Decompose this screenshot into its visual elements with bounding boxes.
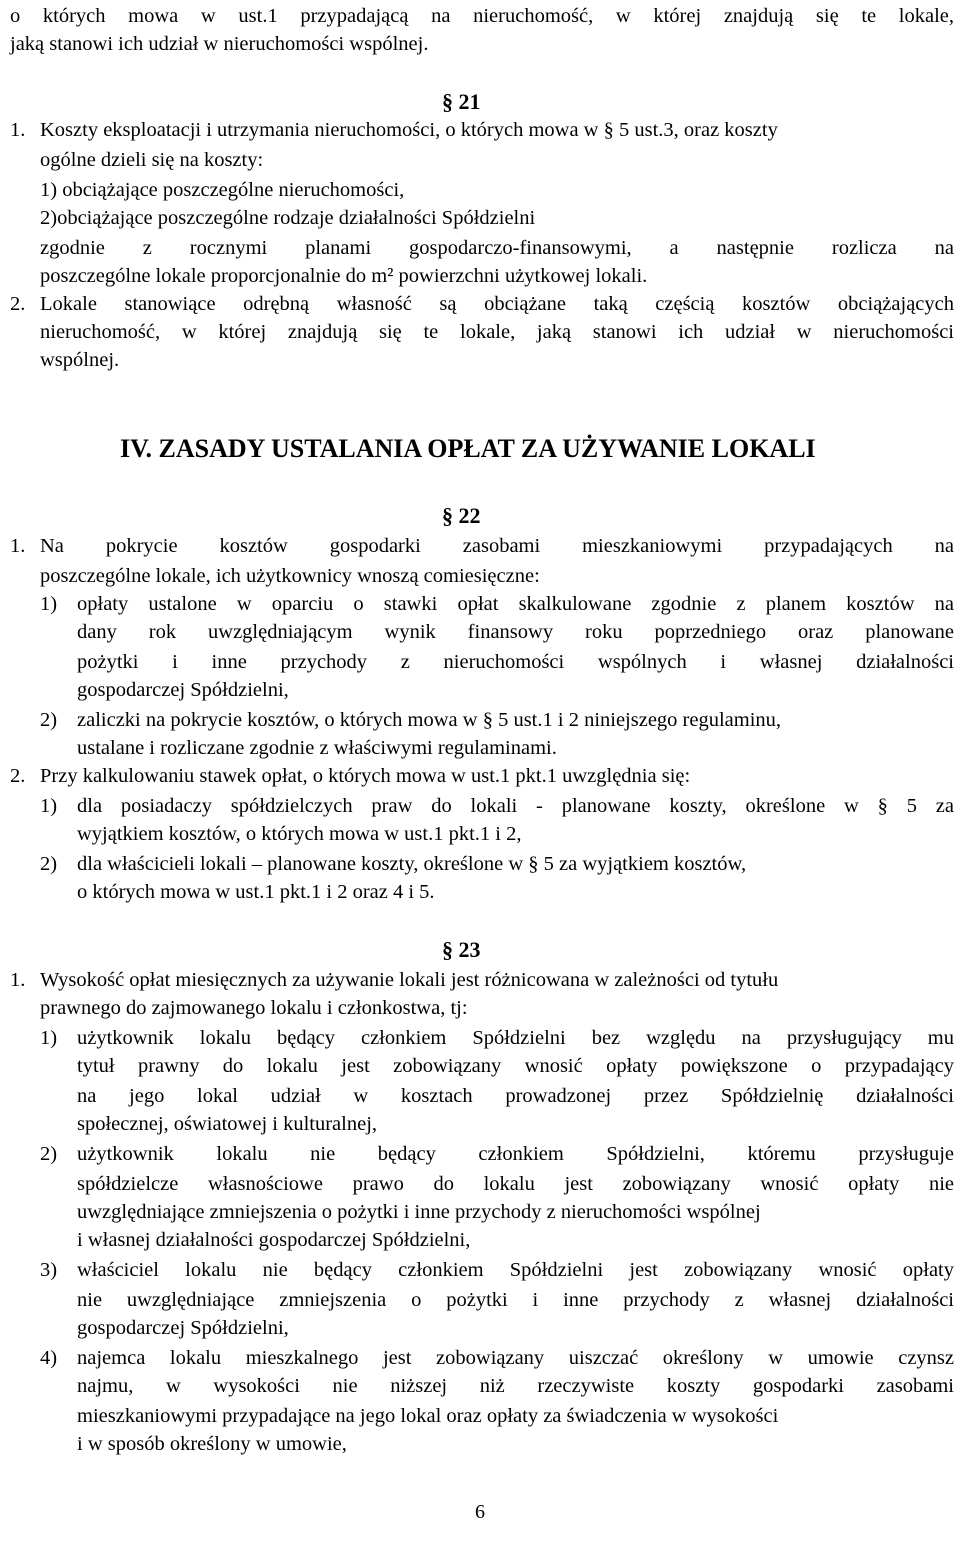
text-line: mieszkaniowymi przypadające na jego lokal oraz opłaty za świadczenia w wysokości: [77, 1405, 779, 1427]
text-line: ustalane i rozliczane zgodnie z właściwymi regulaminami.: [77, 737, 557, 759]
list-number: 1): [40, 1027, 58, 1049]
text-line: i własnej działalności gospodarczej Spółdzielni,: [77, 1229, 471, 1251]
text-line: o których mowa w ust.1 przypadającą na nieruchomość, w której znajdują się te lokale,: [10, 5, 954, 27]
section-heading: IV. ZASADY USTALANIA OPŁAT ZA UŻYWANIE LOKALI: [120, 434, 816, 463]
list-number: 2): [40, 709, 58, 731]
list-number: 2.: [10, 293, 26, 315]
paragraph-heading-23: § 23: [442, 937, 481, 962]
list-number: 1.: [10, 119, 26, 141]
text-line: jaką stanowi ich udział w nieruchomości wspólnej.: [10, 33, 429, 55]
page-number: 6: [475, 1501, 485, 1523]
text-line: Wysokość opłat miesięcznych za używanie lokali jest różnicowana w zależności od tytułu: [40, 969, 779, 991]
text-line: tytuł prawny do lokalu jest zobowiązany wnosić opłaty powiększone o przypadający: [77, 1055, 954, 1077]
text-line: dla posiadaczy spółdzielczych praw do lokali - planowane koszty, określone w § 5 za: [77, 795, 954, 817]
text-line: Przy kalkulowaniu stawek opłat, o których mowa w ust.1 pkt.1 uwzględnia się:: [40, 765, 691, 787]
list-number: 2): [40, 853, 58, 875]
text-line: Na pokrycie kosztów gospodarki zasobami mieszkaniowymi przypadających na: [40, 535, 954, 557]
text-line: i w sposób określony w umowie,: [77, 1433, 347, 1455]
text-line: Lokale stanowiące odrębną własność są obciążane taką częścią kosztów obciążających: [40, 293, 954, 315]
text-line: dany rok uwzględniającym wynik finansowy roku poprzedniego oraz planowane: [77, 621, 954, 643]
text-line: użytkownik lokalu nie będący członkiem Spółdzielni, któremu przysługuje: [77, 1143, 954, 1165]
text-line: wspólnej.: [40, 349, 120, 371]
text-line: uwzględniające zmniejszenia o pożytki i inne przychody z nieruchomości wspólnej: [77, 1201, 761, 1223]
text-line: Koszty eksploatacji i utrzymania nieruchomości, o których mowa w § 5 ust.3, oraz koszty: [40, 119, 778, 141]
text-line: ogólne dzieli się na koszty:: [40, 149, 264, 171]
list-number: 3): [40, 1259, 58, 1281]
text-line: najemca lokalu mieszkalnego jest zobowiązany uiszczać określony w umowie czynsz: [77, 1347, 954, 1369]
text-line: użytkownik lokalu będący członkiem Spółdzielni bez względu na przysługujący mu: [77, 1027, 954, 1049]
list-number: 4): [40, 1347, 58, 1369]
text-line: 2)obciążające poszczególne rodzaje działalności Spółdzielni: [40, 207, 536, 229]
text-line: nieruchomość, w której znajdują się te lokale, jaką stanowi ich udział w nieruchomości: [40, 321, 954, 343]
text-line: wyjątkiem kosztów, o których mowa w ust.1 pkt.1 i 2,: [77, 823, 522, 845]
text-line: społecznej, oświatowej i kulturalnej,: [77, 1113, 378, 1135]
text-line: zgodnie z rocznymi planami gospodarczo-finansowymi, a następnie rozlicza na: [40, 237, 954, 259]
text-line: właściciel lokalu nie będący członkiem Spółdzielni jest zobowiązany wnosić opłaty: [77, 1259, 954, 1281]
list-number: 1.: [10, 969, 26, 991]
text-line: prawnego do zajmowanego lokalu i członkostwa, tj:: [40, 997, 468, 1019]
text-line: pożytki i inne przychody z nieruchomości wspólnych i własnej działalności: [77, 651, 954, 673]
text-line: 1) obciążające poszczególne nieruchomości,: [40, 179, 405, 201]
text-line: na jego lokal udział w kosztach prowadzonej przez Spółdzielnię działalności: [77, 1085, 954, 1107]
list-number: 2.: [10, 765, 26, 787]
text-line: poszczególne lokale, ich użytkownicy wnoszą comiesięczne:: [40, 565, 540, 587]
text-line: dla właścicieli lokali – planowane koszty, określone w § 5 za wyjątkiem kosztów,: [77, 853, 747, 875]
text-line: zaliczki na pokrycie kosztów, o których mowa w § 5 ust.1 i 2 niniejszego regulaminu,: [77, 709, 782, 731]
list-number: 1): [40, 795, 58, 817]
text-line: o których mowa w ust.1 pkt.1 i 2 oraz 4 i 5.: [77, 881, 435, 903]
paragraph-heading-22: § 22: [442, 503, 481, 528]
paragraph-heading-21: § 21: [442, 89, 481, 114]
list-number: 2): [40, 1143, 58, 1165]
list-number: 1): [40, 593, 58, 615]
text-line: gospodarczej Spółdzielni,: [77, 679, 289, 701]
text-line: spółdzielcze własnościowe prawo do lokalu jest zobowiązany wnosić opłaty nie: [77, 1173, 954, 1195]
text-line: nie uwzględniające zmniejszenia o pożytki i inne przychody z własnej działalności: [77, 1289, 954, 1311]
text-line: opłaty ustalone w oparciu o stawki opłat skalkulowane zgodnie z planem kosztów na: [77, 593, 954, 615]
text-line: gospodarczej Spółdzielni,: [77, 1317, 289, 1339]
text-line: poszczególne lokale proporcjonalnie do m² powierzchni użytkowej lokali.: [40, 265, 648, 287]
text-line: najmu, w wysokości nie niższej niż rzeczywiste koszty gospodarki zasobami: [77, 1375, 954, 1397]
list-number: 1.: [10, 535, 26, 557]
